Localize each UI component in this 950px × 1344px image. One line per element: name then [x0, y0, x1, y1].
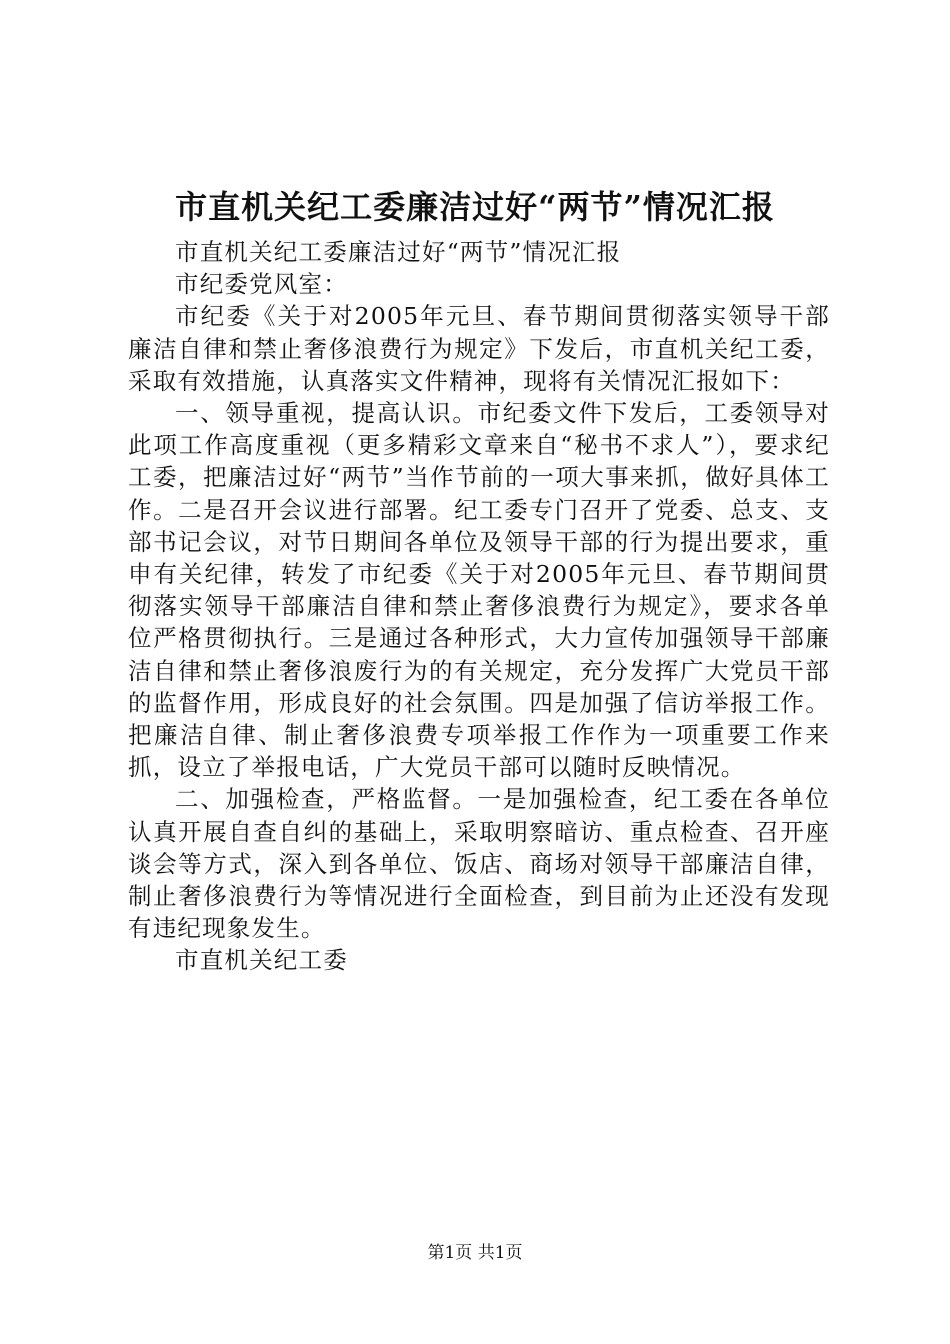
document-title: 市直机关纪工委廉洁过好“两节”情况汇报 [175, 188, 775, 226]
subtitle-paragraph: 市直机关纪工委廉洁过好“两节”情况汇报 [175, 238, 622, 266]
intro-paragraph: 市纪委《关于对2005年元旦、春节期间贯彻落实领导干部廉洁自律和禁止奢侈浪费行为规定》下发后，市直机关纪工委，采取有效措施，认真落实文件精神，现将有关情况汇报如下： [128, 302, 830, 395]
page-footer: 第1页 共1页 [427, 1243, 523, 1263]
recipient-paragraph: 市纪委党风室： [175, 270, 348, 299]
section-two-paragraph: 二、加强检查，严格监督。一是加强检查，纪工委在各单位认真开展自查自纠的基础上，采取明察暗访、重点检查、召开座谈会等方式，深入到各单位、饭店、商场对领导干部廉洁自律，制止奢侈浪费行为等情况进行全面检查，到目前为止还没有发现有违纪现象发生。 [128, 785, 830, 943]
signature-paragraph: 市直机关纪工委 [175, 946, 348, 975]
section-one-paragraph: 一、领导重视，提高认识。市纪委文件下发后，工委领导对此项工作高度重视（更多精彩文章来自“秘书不求人”），要求纪工委，把廉洁过好“两节”当作节前的一项大事来抓，做好具体工作。二是召开会议进行部署。纪工委专门召开了党委、总支、支部书记会议，对节日期间各单位及领导干部的行为提出要求，重申有关纪律，转发了市纪委《关于对2005年元旦、春节期间贯彻落实领导干部廉洁自律和禁止奢侈浪费行为规定》，要求各单位严格贯彻执行。三是通过各种形式，大力宣传加强领导干部廉洁自律和禁止奢侈浪废行为的有关规定，充分发挥广大党员干部的监督作用，形成良好的社会氛围。四是加强了信访举报工作。把廉洁自律、制止奢侈浪费专项举报工作作为一项重要工作来抓，设立了举报电话，广大党员干部可以随时反映情况。 [128, 399, 830, 782]
document-body [128, 236, 830, 977]
